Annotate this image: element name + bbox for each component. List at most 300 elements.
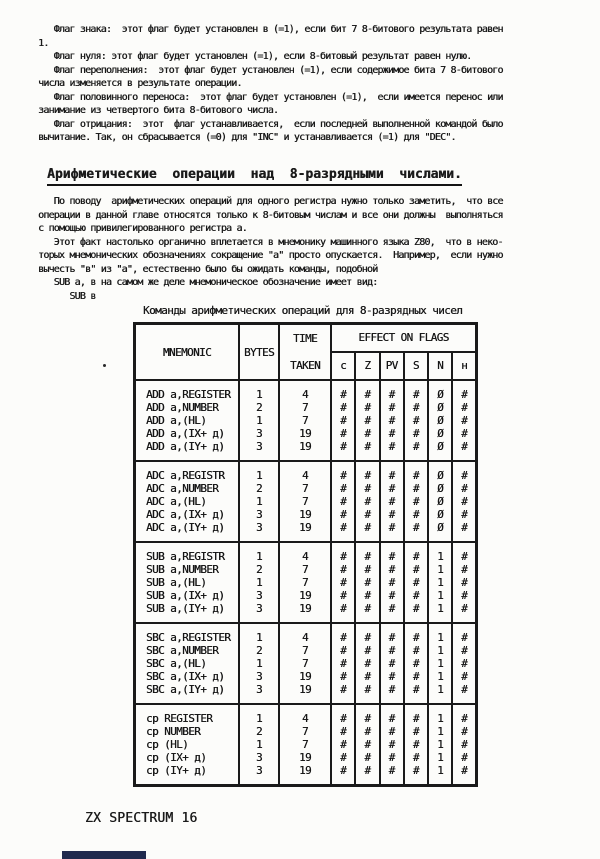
flag-value: # — [340, 440, 347, 453]
flag-value: # — [364, 589, 371, 602]
mnemonic-value: ADD a,(IY+ д) — [146, 440, 225, 453]
bytes-value: 1 — [255, 495, 263, 508]
mnemonic-value: SUB a,(IX+ д) — [146, 589, 225, 602]
flag-cell — [380, 380, 404, 461]
flag-value: # — [388, 521, 395, 534]
flag-value: # — [364, 725, 371, 738]
flag-value: Ø — [437, 427, 444, 440]
text-line: Флаг переполнения: этот флаг будет установлен (=1), если содержимое бита 7 8-битового — [38, 64, 503, 76]
bytes-value: 3 — [255, 440, 263, 453]
flag-value: # — [340, 414, 347, 427]
table-group-row — [135, 542, 477, 623]
flag-value: # — [461, 751, 468, 764]
flag-col-pv: PV — [380, 352, 404, 380]
mnemonic-value: SUB a,REGISTR — [146, 550, 225, 563]
flag-cell — [355, 542, 379, 623]
flag-cell — [331, 380, 355, 461]
flag-value: # — [364, 657, 371, 670]
time-value: 19 — [298, 670, 312, 683]
flag-value: # — [388, 670, 395, 683]
flag-cell — [331, 542, 355, 623]
flag-value: # — [388, 683, 395, 696]
flag-value: Ø — [437, 388, 444, 401]
bytes-value: 1 — [255, 550, 263, 563]
bytes-value: 3 — [255, 670, 263, 683]
flag-value: # — [412, 602, 419, 615]
flag-value: 1 — [437, 550, 444, 563]
flag-value: # — [364, 427, 371, 440]
text-line: SUB а, в на самом же деле мнемоническое обозначение имеет вид: — [38, 277, 378, 288]
mnemonic-value: SUB a,(HL) — [146, 576, 207, 589]
flag-cell — [380, 461, 404, 542]
table-group-row — [135, 623, 477, 704]
flag-value: # — [412, 725, 419, 738]
time-value: 4 — [301, 712, 309, 725]
flag-value: # — [388, 401, 395, 414]
flag-value: # — [364, 563, 371, 576]
flag-value: # — [461, 508, 468, 521]
time-value: 7 — [301, 495, 309, 508]
flag-value: # — [412, 764, 419, 777]
mnemonic-value: cp (IX+ д) — [146, 751, 207, 764]
flag-value: # — [412, 644, 419, 657]
flag-cell — [452, 542, 476, 623]
flag-value: # — [364, 764, 371, 777]
flag-value: 1 — [437, 589, 444, 602]
flag-cell — [380, 542, 404, 623]
bytes-value: 3 — [255, 764, 263, 777]
flag-value: # — [412, 508, 419, 521]
flag-value: 1 — [437, 738, 444, 751]
flag-value: # — [412, 589, 419, 602]
time-value: 4 — [301, 631, 309, 644]
bytes-value: 3 — [255, 521, 263, 534]
flag-value: # — [388, 550, 395, 563]
bytes-cell — [239, 461, 279, 542]
flag-value: # — [412, 469, 419, 482]
flag-value: # — [364, 738, 371, 751]
flag-value: # — [412, 738, 419, 751]
mnemonic-value: SBC a,NUMBER — [146, 644, 219, 657]
bytes-cell — [239, 542, 279, 623]
bottom-left-corner-mark — [62, 851, 146, 859]
flag-value: # — [412, 414, 419, 427]
flag-value: # — [388, 644, 395, 657]
bytes-value: 2 — [255, 563, 263, 576]
mnemonic-value: cp (IY+ д) — [146, 764, 207, 777]
flag-value: 1 — [437, 725, 444, 738]
flag-cell — [404, 542, 428, 623]
text-line: Флаг половинного переноса: этот флаг будет установлен (=1), если имеется перенос или — [38, 91, 503, 103]
time-value: 7 — [301, 414, 309, 427]
flag-value: # — [412, 631, 419, 644]
mnemonic-column-header: MNEMONIC — [135, 324, 240, 381]
flag-value: # — [364, 482, 371, 495]
flag-cell — [428, 704, 452, 786]
text-line: занимание из четвертого бита 8-битового числа. — [38, 105, 279, 116]
time-cell — [279, 542, 331, 623]
time-value: 7 — [301, 644, 309, 657]
flag-cell — [331, 623, 355, 704]
flag-cell — [428, 542, 452, 623]
flag-cell — [452, 461, 476, 542]
bytes-value: 1 — [255, 657, 263, 670]
flag-value: # — [364, 508, 371, 521]
flag-value: # — [340, 589, 347, 602]
flag-value: Ø — [437, 414, 444, 427]
flag-cell — [452, 623, 476, 704]
text-line: Этот факт настолько органично вплетается в мнемонику машинного языка Z80, что в неко- — [38, 236, 503, 248]
bytes-value: 3 — [255, 602, 263, 615]
flag-value: 1 — [437, 751, 444, 764]
text-line: Флаг нуля: этот флаг будет установлен (=1), если 8-битовый результат равен нулю. — [38, 51, 472, 62]
flag-value: 1 — [437, 712, 444, 725]
flag-cell — [404, 461, 428, 542]
flag-col-s: S — [404, 352, 428, 380]
effect-on-flags-header: EFFECT ON FLAGS — [331, 324, 477, 352]
bytes-value: 3 — [255, 589, 263, 602]
flag-value: # — [461, 602, 468, 615]
flag-value: # — [388, 414, 395, 427]
flag-value: # — [340, 602, 347, 615]
bytes-value: 1 — [255, 631, 263, 644]
flag-cell — [404, 623, 428, 704]
flag-value: # — [364, 683, 371, 696]
flag-value: # — [364, 521, 371, 534]
mnemonic-value: SUB a,(IY+ д) — [146, 602, 225, 615]
bytes-value: 2 — [255, 482, 263, 495]
time-value: 7 — [301, 482, 309, 495]
flag-value: # — [461, 644, 468, 657]
mnemonic-value: SBC a,REGISTER — [146, 631, 231, 644]
flag-cell — [355, 704, 379, 786]
flag-value: # — [388, 440, 395, 453]
mnemonic-cell — [135, 380, 240, 461]
flag-value: # — [364, 550, 371, 563]
bytes-value: 1 — [255, 576, 263, 589]
table-group-row — [135, 704, 477, 786]
flag-value: # — [364, 576, 371, 589]
flag-value: # — [412, 576, 419, 589]
flag-value: # — [340, 738, 347, 751]
mnemonic-cell — [135, 623, 240, 704]
scan-artifact-dot — [103, 364, 106, 367]
flag-value: # — [340, 469, 347, 482]
flag-value: # — [461, 401, 468, 414]
flag-value: # — [461, 725, 468, 738]
flag-value: # — [340, 482, 347, 495]
mnemonic-value: cp (HL) — [146, 738, 189, 751]
flag-value: # — [364, 751, 371, 764]
text-line: вычесть "в" из "а", естественно было бы ожидать команды, подобной — [38, 263, 378, 275]
bytes-value: 2 — [255, 401, 263, 414]
flag-value: # — [461, 482, 468, 495]
flag-value: # — [412, 388, 419, 401]
flag-value: # — [388, 712, 395, 725]
flag-value: 1 — [437, 657, 444, 670]
flag-value: # — [461, 427, 468, 440]
text-line: вычитание. Так, он сбрасывается (=0) для "INC" и устанавливается (=1) для "DEC". — [38, 132, 456, 143]
flag-value: # — [340, 751, 347, 764]
time-header-line1: TIME — [292, 332, 318, 345]
flag-cell — [452, 380, 476, 461]
flag-value: Ø — [437, 482, 444, 495]
mnemonic-value: ADC a,REGISTR — [146, 469, 225, 482]
time-value: 19 — [298, 427, 312, 440]
flag-value: Ø — [437, 469, 444, 482]
bytes-value: 1 — [255, 388, 263, 401]
flag-value: Ø — [437, 521, 444, 534]
flag-value: Ø — [437, 508, 444, 521]
flag-cell — [355, 623, 379, 704]
arithmetic-intro-paragraphs — [38, 195, 568, 303]
mnemonic-value: ADD a,NUMBER — [146, 401, 219, 414]
flag-value: # — [340, 388, 347, 401]
text-line: с помощью привилегированного регистра а. — [38, 223, 247, 234]
flag-cell — [355, 461, 379, 542]
bytes-value: 3 — [255, 427, 263, 440]
flag-value: # — [461, 670, 468, 683]
flag-value: # — [412, 563, 419, 576]
flag-value: # — [340, 644, 347, 657]
flag-value: # — [340, 427, 347, 440]
flag-value: # — [340, 401, 347, 414]
flag-value: # — [412, 683, 419, 696]
flag-value: # — [388, 508, 395, 521]
flag-cell — [380, 704, 404, 786]
flag-value: # — [412, 670, 419, 683]
flag-value: # — [412, 427, 419, 440]
flag-value: Ø — [437, 440, 444, 453]
time-value: 19 — [298, 751, 312, 764]
time-value: 19 — [298, 602, 312, 615]
flag-value: # — [412, 521, 419, 534]
time-value: 7 — [301, 563, 309, 576]
flag-value: # — [461, 683, 468, 696]
flag-value: # — [340, 563, 347, 576]
flag-value: # — [412, 440, 419, 453]
flag-value: 1 — [437, 670, 444, 683]
mnemonic-value: ADC a,(IX+ д) — [146, 508, 225, 521]
mnemonic-value: SUB a,NUMBER — [146, 563, 219, 576]
bytes-value: 2 — [255, 725, 263, 738]
flag-value: # — [388, 495, 395, 508]
flag-value: # — [461, 521, 468, 534]
flag-cell — [428, 461, 452, 542]
flag-value: # — [461, 440, 468, 453]
flag-value: # — [388, 631, 395, 644]
time-value: 19 — [298, 440, 312, 453]
bytes-cell — [239, 623, 279, 704]
flag-value: # — [340, 725, 347, 738]
mnemonic-cell — [135, 542, 240, 623]
flag-cell — [331, 461, 355, 542]
mnemonic-value: ADD a,(IX+ д) — [146, 427, 225, 440]
mnemonic-value: SBC a,(IX+ д) — [146, 670, 225, 683]
text-line: торых мнемонических обозначениях сокращение "а" просто опускается. Например, если нужно — [38, 250, 503, 261]
flag-value: # — [388, 751, 395, 764]
flag-value: # — [461, 469, 468, 482]
flag-value: Ø — [437, 401, 444, 414]
flag-value: # — [364, 401, 371, 414]
flag-value: # — [461, 589, 468, 602]
flag-value: # — [388, 657, 395, 670]
flag-value: # — [388, 427, 395, 440]
time-value: 7 — [301, 657, 309, 670]
time-value: 4 — [301, 469, 309, 482]
mnemonic-value: ADC a,NUMBER — [146, 482, 219, 495]
flag-value: # — [412, 401, 419, 414]
flag-value: # — [461, 712, 468, 725]
table-body — [135, 380, 477, 786]
flag-value: # — [461, 495, 468, 508]
flag-value: # — [340, 495, 347, 508]
time-value: 7 — [301, 738, 309, 751]
text-line: SUB в — [38, 290, 96, 302]
flag-value: # — [388, 725, 395, 738]
bytes-value: 1 — [255, 414, 263, 427]
flag-value: # — [388, 738, 395, 751]
time-cell — [279, 461, 331, 542]
flag-value: # — [461, 738, 468, 751]
flag-value: # — [340, 631, 347, 644]
mnemonic-value: cp NUMBER — [146, 725, 201, 738]
flag-value: 1 — [437, 602, 444, 615]
flag-cell — [404, 704, 428, 786]
time-value: 19 — [298, 683, 312, 696]
flag-value: # — [388, 469, 395, 482]
flag-value: # — [364, 712, 371, 725]
mnemonic-value: ADC a,(HL) — [146, 495, 207, 508]
flag-value: # — [388, 563, 395, 576]
flag-value: # — [340, 712, 347, 725]
time-cell — [279, 623, 331, 704]
flag-col-h: н — [452, 352, 476, 380]
flag-value: # — [340, 550, 347, 563]
flag-value: # — [364, 602, 371, 615]
flag-value: 1 — [437, 576, 444, 589]
text-line: числа изменяется в результате операции. — [38, 78, 242, 89]
flag-value: 1 — [437, 563, 444, 576]
flag-value: # — [412, 657, 419, 670]
bytes-value: 3 — [255, 751, 263, 764]
table-header — [135, 324, 477, 381]
time-value: 7 — [301, 725, 309, 738]
flag-value: # — [461, 576, 468, 589]
flag-value: # — [340, 508, 347, 521]
flag-value: # — [364, 644, 371, 657]
bytes-value: 1 — [255, 469, 263, 482]
flag-cell — [428, 380, 452, 461]
time-cell — [279, 704, 331, 786]
flag-cell — [380, 623, 404, 704]
mnemonic-value: cp REGISTER — [146, 712, 213, 725]
text-line: 1. — [38, 37, 49, 49]
time-value: 19 — [298, 508, 312, 521]
flag-value: # — [461, 563, 468, 576]
mnemonic-value: ADC a,(IY+ д) — [146, 521, 225, 534]
flags-description-paragraphs — [38, 23, 568, 145]
flag-value: # — [364, 440, 371, 453]
flag-value: 1 — [437, 764, 444, 777]
flag-value: # — [364, 414, 371, 427]
time-header-line2: TAKEN — [289, 359, 321, 372]
flag-value: # — [412, 751, 419, 764]
flag-value: # — [388, 576, 395, 589]
table-caption: Команды арифметических операций для 8-разрядных чисел — [143, 304, 463, 317]
flag-value: Ø — [437, 495, 444, 508]
bytes-value: 3 — [255, 508, 263, 521]
bytes-cell — [239, 704, 279, 786]
flag-value: # — [412, 482, 419, 495]
flag-value: # — [340, 521, 347, 534]
flag-cell — [452, 704, 476, 786]
mnemonic-value: SBC a,(IY+ д) — [146, 683, 225, 696]
flag-value: # — [364, 631, 371, 644]
flag-value: # — [340, 764, 347, 777]
flag-value: # — [461, 764, 468, 777]
flag-value: # — [340, 576, 347, 589]
text-line: операции в данной главе относятся только к 8-битовым числам и все они должны выполняться — [38, 209, 503, 221]
flag-value: 1 — [437, 644, 444, 657]
bytes-value: 2 — [255, 644, 263, 657]
mnemonic-value: SBC a,(HL) — [146, 657, 207, 670]
commands-table — [133, 322, 478, 787]
flag-value: # — [412, 712, 419, 725]
bytes-value: 1 — [255, 738, 263, 751]
time-value: 4 — [301, 550, 309, 563]
bytes-cell — [239, 380, 279, 461]
flag-value: # — [461, 550, 468, 563]
text-line: По поводу арифметических операций для одного регистра нужно только заметить, что все — [38, 196, 503, 207]
time-cell — [279, 380, 331, 461]
flag-value: # — [364, 670, 371, 683]
mnemonic-cell — [135, 461, 240, 542]
table-group-row — [135, 380, 477, 461]
mnemonic-value: ADD a,(HL) — [146, 414, 207, 427]
flag-value: # — [461, 657, 468, 670]
flag-cell — [355, 380, 379, 461]
flag-value: # — [461, 631, 468, 644]
flag-value: # — [388, 602, 395, 615]
flag-value: # — [388, 482, 395, 495]
flag-value: # — [340, 670, 347, 683]
mnemonic-value: ADD a,REGISTER — [146, 388, 231, 401]
flag-value: # — [412, 550, 419, 563]
time-value: 7 — [301, 401, 309, 414]
flag-value: # — [388, 589, 395, 602]
flag-value: # — [364, 388, 371, 401]
flag-cell — [404, 380, 428, 461]
flag-col-z: Z — [355, 352, 379, 380]
flag-value: # — [388, 764, 395, 777]
flag-value: # — [364, 469, 371, 482]
section-heading: Арифметические операции над 8-разрядными числами. — [47, 167, 462, 186]
flag-value: # — [388, 388, 395, 401]
time-value: 4 — [301, 388, 309, 401]
flag-cell — [331, 704, 355, 786]
flag-value: # — [461, 388, 468, 401]
time-column-header — [279, 324, 331, 381]
time-value: 19 — [298, 589, 312, 602]
time-value: 19 — [298, 764, 312, 777]
text-line: Флаг отрицания: этот флаг устанавливается, если последней выполненной командой было — [38, 118, 503, 130]
bytes-column-header: BYTES — [239, 324, 279, 381]
flag-value: 1 — [437, 683, 444, 696]
flag-col-n: N — [428, 352, 452, 380]
flag-value: # — [340, 683, 347, 696]
table-group-row — [135, 461, 477, 542]
